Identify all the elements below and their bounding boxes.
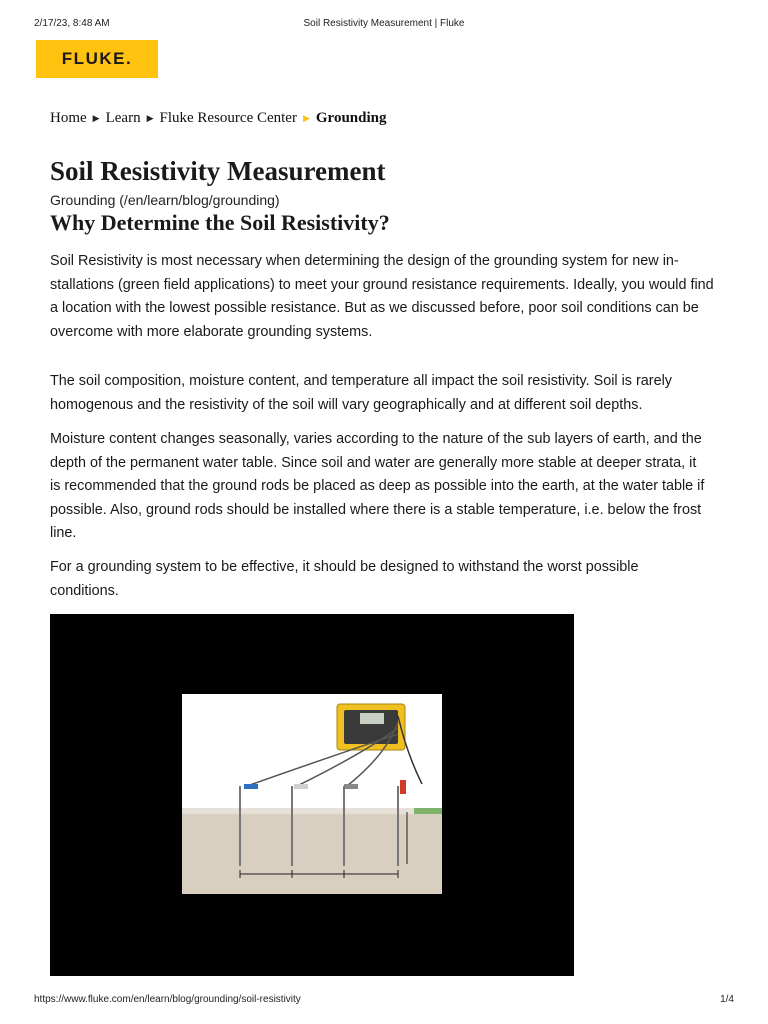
breadcrumb-home[interactable]: Home bbox=[50, 110, 87, 126]
soil-test-diagram-image bbox=[182, 694, 442, 894]
soil-surface bbox=[182, 808, 442, 814]
print-url: https://www.fluke.com/en/learn/blog/grounding/soil-resistivity bbox=[34, 994, 301, 1005]
diagram-illustration bbox=[182, 694, 442, 894]
grass-patch bbox=[414, 808, 442, 814]
blue-clip bbox=[244, 784, 258, 789]
print-datetime: 2/17/23, 8:48 AM bbox=[34, 18, 110, 29]
paragraph: The soil composition, moisture content, and temperature all impact the soil resistivity. Soil is rarely homogenous and the resistivity of the soil will vary geographically and at different soil depths. bbox=[50, 373, 672, 413]
caret-right-icon: ▶ bbox=[92, 113, 100, 123]
paragraph: For a grounding system to be effective, it should be designed to withstand the worst possible conditions. bbox=[50, 559, 639, 599]
breadcrumb-learn[interactable]: Learn bbox=[105, 110, 141, 126]
section-heading: Why Determine the Soil Resistivity? bbox=[50, 210, 390, 235]
video-player[interactable] bbox=[50, 614, 574, 976]
clip bbox=[294, 784, 308, 789]
breadcrumb-grounding: Grounding bbox=[315, 110, 387, 126]
category-link[interactable]: Grounding (/en/learn/blog/grounding) bbox=[50, 192, 280, 208]
red-clip bbox=[400, 780, 406, 794]
clip bbox=[344, 784, 358, 789]
soil-layer bbox=[182, 812, 442, 894]
caret-right-icon: ▶ bbox=[302, 113, 310, 123]
caret-right-icon: ▶ bbox=[146, 113, 154, 123]
logo-text: FLUKE. bbox=[61, 49, 133, 68]
page-title: Soil Resistivity Measurement bbox=[50, 156, 386, 186]
print-page-title: Soil Resistivity Measurement | Fluke bbox=[303, 18, 465, 29]
fluke-logo[interactable] bbox=[36, 40, 158, 78]
paragraph: Soil Resistivity is most necessary when determining the design of the grounding system for new in-stallations (green field applications) to meet your ground resistance requirements. Ideally, you would find a location with the lowest possible resistance. But as we discussed before, poor soil conditions can be overcome with more elaborate grounding systems. bbox=[50, 253, 714, 340]
page-number: 1/4 bbox=[720, 994, 734, 1005]
breadcrumb bbox=[50, 110, 386, 127]
paragraph: Moisture content changes seasonally, varies according to the nature of the sub layers of earth, and the depth of the permanent water table. Since soil and water are generally more stable at deeper strata, it is recommended that the ground rods be placed as deep as possible into the earth, at the water table if possible. Also, ground rods should be installed where there is a stable temperature, i.e. below the frost line. bbox=[50, 431, 705, 541]
tester-display bbox=[360, 713, 384, 724]
breadcrumb-resource-center[interactable]: Fluke Resource Center bbox=[159, 110, 297, 126]
